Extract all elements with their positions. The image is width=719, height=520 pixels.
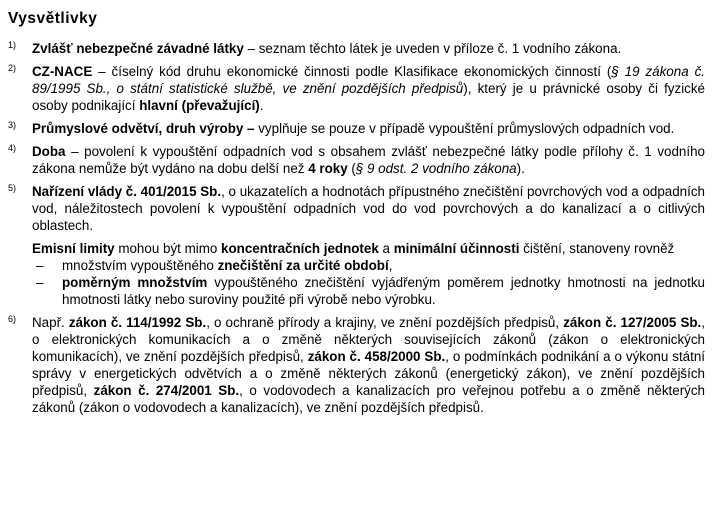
text-run: , <box>388 258 393 273</box>
text-run: , o ukazatelích a hodnotách přípustného znečištění povrchových vod a odpadních vod, náležitostech povolení k vypouštění odpadních vod do vod povrchových a do kanalizací a o citlivých oblastech. <box>32 184 705 233</box>
italic-text: § 19 zákona č. 89/1995 Sb., o státní statistické službě, ve znění pozdějších předpisů <box>32 64 705 96</box>
text-run: ). <box>516 161 525 176</box>
bold-text: zákon č. 114/1992 Sb. <box>68 315 207 330</box>
note-text <box>32 314 705 416</box>
text-run: Např. <box>32 315 69 330</box>
bold-text: Emisní limity <box>32 241 115 256</box>
note-number: 5) <box>8 183 17 193</box>
dash-bullet: – <box>36 275 44 290</box>
dash-list-item <box>32 257 705 274</box>
note-number: 2) <box>8 63 17 73</box>
note-number: 1) <box>8 40 17 50</box>
text-run: vypouštěného znečištění vyjádřeným poměrem jednotky hmotnosti na jednotku hmotnosti látky nebo suroviny použité při výrobě nebo výrobku. <box>62 275 705 307</box>
bold-text: Doba <box>32 144 66 159</box>
note-item <box>8 40 705 57</box>
note-item <box>8 120 705 137</box>
bold-text: poměrným množstvím <box>62 275 208 290</box>
notes-list <box>8 40 705 416</box>
text-run: – povolení k vypouštění odpadních vod s obsahem zvlášť nebezpečné látky podle přílohy č. 1 vodního zákona nemůže být vydáno na dobu delší než <box>32 144 705 176</box>
bold-text: hlavní (převažující) <box>139 98 260 113</box>
note-text <box>32 143 705 177</box>
note-text <box>32 120 705 137</box>
dash-bullet: – <box>36 258 44 273</box>
bold-text: zákon č. 274/2001 Sb. <box>93 383 240 398</box>
text-run: . <box>259 98 264 113</box>
text-run: čištění, stanoveny rovněž <box>519 241 675 256</box>
bold-text: Zvlášť nebezpečné závadné látky <box>32 41 244 56</box>
text-run: , o vodovodech a kanalizacích pro veřejnou potřebu a o změně některých zákonů (zákon o vodovodech a kanalizacích), ve znění pozdějších předpisů. <box>32 383 705 415</box>
bold-text: minimální účinnosti <box>393 241 520 256</box>
note-number: 3) <box>8 120 17 130</box>
note-number: 4) <box>8 143 17 153</box>
text-run: množstvím vypouštěného <box>62 258 218 273</box>
note-number: 6) <box>8 314 17 324</box>
note-text <box>32 183 705 234</box>
text-run: ( <box>347 161 356 176</box>
page-title: Vysvětlivky <box>8 10 98 27</box>
note-item <box>8 143 705 177</box>
bold-text: Nařízení vlády č. 401/2015 Sb. <box>32 184 222 199</box>
dash-list-item <box>32 274 705 308</box>
bold-text: zákon č. 127/2005 Sb. <box>563 315 702 330</box>
text-run: vyplňuje se pouze v případě vypouštění průmyslových odpadních vod. <box>254 121 675 136</box>
note-text <box>32 40 705 57</box>
bold-text: zákon č. 458/2000 Sb. <box>307 349 446 364</box>
bold-text: koncentračních jednotek <box>221 241 379 256</box>
text-run: – číselný kód druhu ekonomické činnosti podle Klasifikace ekonomických činností ( <box>92 64 612 79</box>
text-run: , o elektronických komunikacích a o změně některých souvisejících zákonů (zákon o elektronických komunikacích), ve znění pozdějších předpisů, <box>32 315 706 364</box>
text-run: mohou být mimo <box>114 241 222 256</box>
note-paragraph <box>32 240 705 257</box>
text-run: , o podmínkách podnikání a o výkonu státní správy v energetických odvětvích a o změně některých zákonů (energetický zákon), ve znění pozdějších předpisů, <box>32 349 706 398</box>
bold-text: Průmyslové odvětví, druh výroby – <box>32 121 255 136</box>
note-item <box>8 314 705 416</box>
note-text <box>32 63 705 114</box>
note-item <box>8 183 705 308</box>
text-run: , o ochraně přírody a krajiny, ve znění pozdějších předpisů, <box>206 315 564 330</box>
bold-text: CZ-NACE <box>32 64 93 79</box>
note-item <box>8 63 705 114</box>
text-run: – seznam těchto látek je uveden v příloze č. 1 vodního zákona. <box>243 41 622 56</box>
bold-text: 4 roky <box>308 161 348 176</box>
text-run: ), který je u právnické osoby či fyzické osoby podnikající <box>32 81 706 113</box>
italic-text: § 9 odst. 2 vodního zákona <box>355 161 517 176</box>
text-run: a <box>378 241 394 256</box>
bold-text: znečištění za určité období <box>217 258 389 273</box>
